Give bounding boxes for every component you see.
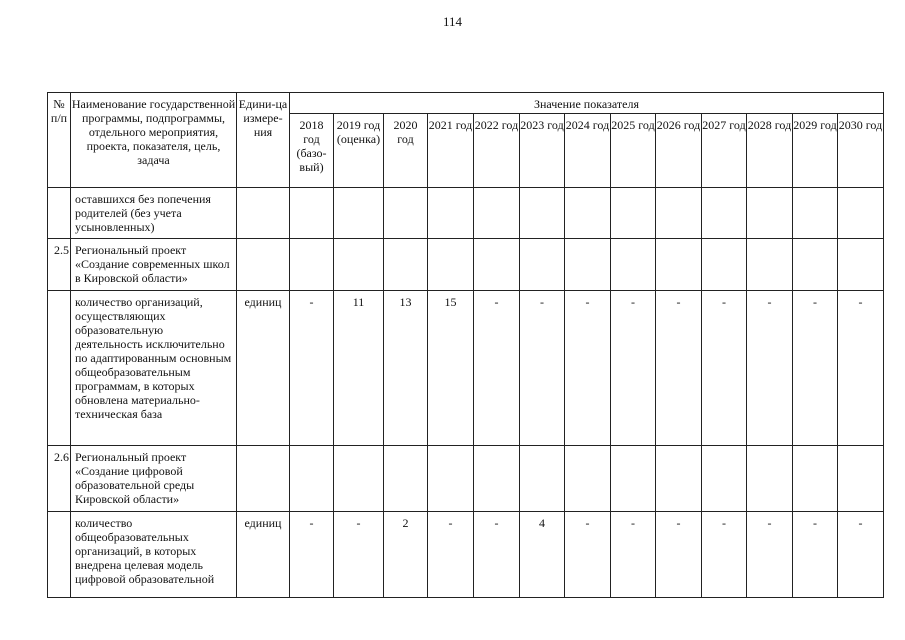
value-cell (428, 446, 474, 512)
value-cell (838, 446, 884, 512)
value-cell: - (793, 291, 838, 446)
value-cell (474, 188, 520, 239)
table-body (48, 188, 884, 598)
value-cell: 4 (520, 512, 565, 598)
header-num: № п/п (48, 93, 71, 188)
header-unit: Едини-ца измере-ния (237, 93, 290, 188)
value-cell (384, 239, 428, 291)
value-cell (793, 239, 838, 291)
value-cell: - (656, 512, 702, 598)
row-name: Региональный проект «Создание цифровой образовательной среды Кировской области» (71, 446, 237, 512)
row-num (48, 188, 71, 239)
value-cell (565, 239, 611, 291)
row-unit (237, 239, 290, 291)
value-cell (702, 239, 747, 291)
value-cell (838, 239, 884, 291)
page-number: 114 (442, 14, 463, 29)
value-cell (747, 188, 793, 239)
value-cell: - (290, 512, 334, 598)
value-cell (290, 239, 334, 291)
value-cell (702, 188, 747, 239)
indicators-table (47, 92, 884, 598)
value-cell: - (428, 512, 474, 598)
value-cell: - (747, 291, 793, 446)
value-cell: - (565, 291, 611, 446)
value-cell: - (793, 512, 838, 598)
row-num (48, 291, 71, 446)
value-cell (474, 239, 520, 291)
value-cell: - (747, 512, 793, 598)
value-cell (656, 446, 702, 512)
value-cell (747, 239, 793, 291)
value-cell (428, 239, 474, 291)
value-cell (656, 239, 702, 291)
value-cell (384, 188, 428, 239)
value-cell (793, 188, 838, 239)
value-cell: - (565, 512, 611, 598)
value-cell: 11 (334, 291, 384, 446)
value-cell (520, 188, 565, 239)
table-row (48, 512, 884, 598)
value-cell (793, 446, 838, 512)
value-cell: 15 (428, 291, 474, 446)
value-cell (838, 188, 884, 239)
value-cell: - (611, 512, 656, 598)
row-num: 2.5 (48, 239, 71, 291)
row-num (48, 512, 71, 598)
value-cell (702, 446, 747, 512)
value-cell (334, 239, 384, 291)
row-unit (237, 188, 290, 239)
value-cell: - (838, 291, 884, 446)
header-year: 2021 год (428, 114, 474, 188)
row-name: количество общеобразовательных организаций, в которых внедрена целевая модель цифровой образовательной (71, 512, 237, 598)
value-cell: 2 (384, 512, 428, 598)
value-cell (334, 188, 384, 239)
header-value-group: Значение показателя (290, 93, 884, 114)
header-year: 2022 год (474, 114, 520, 188)
value-cell: - (474, 291, 520, 446)
value-cell: - (334, 512, 384, 598)
value-cell (565, 188, 611, 239)
value-cell (290, 188, 334, 239)
header-year: 2019 год (оценка) (334, 114, 384, 188)
row-name: количество организаций, осуществляющих образовательную деятельность исключительно по адаптированным основным общеобразовательным программам, в которых обновлена материально-техническая база (71, 291, 237, 446)
value-cell (334, 446, 384, 512)
value-cell: - (290, 291, 334, 446)
header-year: 2030 год (838, 114, 884, 188)
value-cell (520, 446, 565, 512)
table-row (48, 239, 884, 291)
header-year: 2029 год (793, 114, 838, 188)
value-cell (611, 446, 656, 512)
row-num: 2.6 (48, 446, 71, 512)
value-cell (520, 239, 565, 291)
value-cell (384, 446, 428, 512)
table-row (48, 446, 884, 512)
row-name: Региональный проект «Создание современных школ в Кировской области» (71, 239, 237, 291)
header-year: 2024 год (565, 114, 611, 188)
value-cell: - (474, 512, 520, 598)
table-row (48, 291, 884, 446)
header-year: 2018 год (базо-вый) (290, 114, 334, 188)
row-unit: единиц (237, 291, 290, 446)
header-year: 2020 год (384, 114, 428, 188)
header-year: 2025 год (611, 114, 656, 188)
value-cell: - (838, 512, 884, 598)
value-cell: - (520, 291, 565, 446)
table-row (48, 188, 884, 239)
value-cell: - (611, 291, 656, 446)
header-year: 2023 год (520, 114, 565, 188)
value-cell (290, 446, 334, 512)
value-cell (428, 188, 474, 239)
value-cell (474, 446, 520, 512)
header-year: 2026 год (656, 114, 702, 188)
value-cell (611, 188, 656, 239)
value-cell (747, 446, 793, 512)
row-unit (237, 446, 290, 512)
value-cell (656, 188, 702, 239)
header-year: 2027 год (702, 114, 747, 188)
row-unit: единиц (237, 512, 290, 598)
row-name: оставшихся без попечения родителей (без учета усыновленных) (71, 188, 237, 239)
value-cell: 13 (384, 291, 428, 446)
header-year: 2028 год (747, 114, 793, 188)
value-cell: - (702, 291, 747, 446)
value-cell: - (702, 512, 747, 598)
header-name: Наименование государственной программы, подпрограммы, отдельного мероприятия, проекта, показателя, цель, задача (71, 93, 237, 188)
value-cell (611, 239, 656, 291)
value-cell (565, 446, 611, 512)
value-cell: - (656, 291, 702, 446)
